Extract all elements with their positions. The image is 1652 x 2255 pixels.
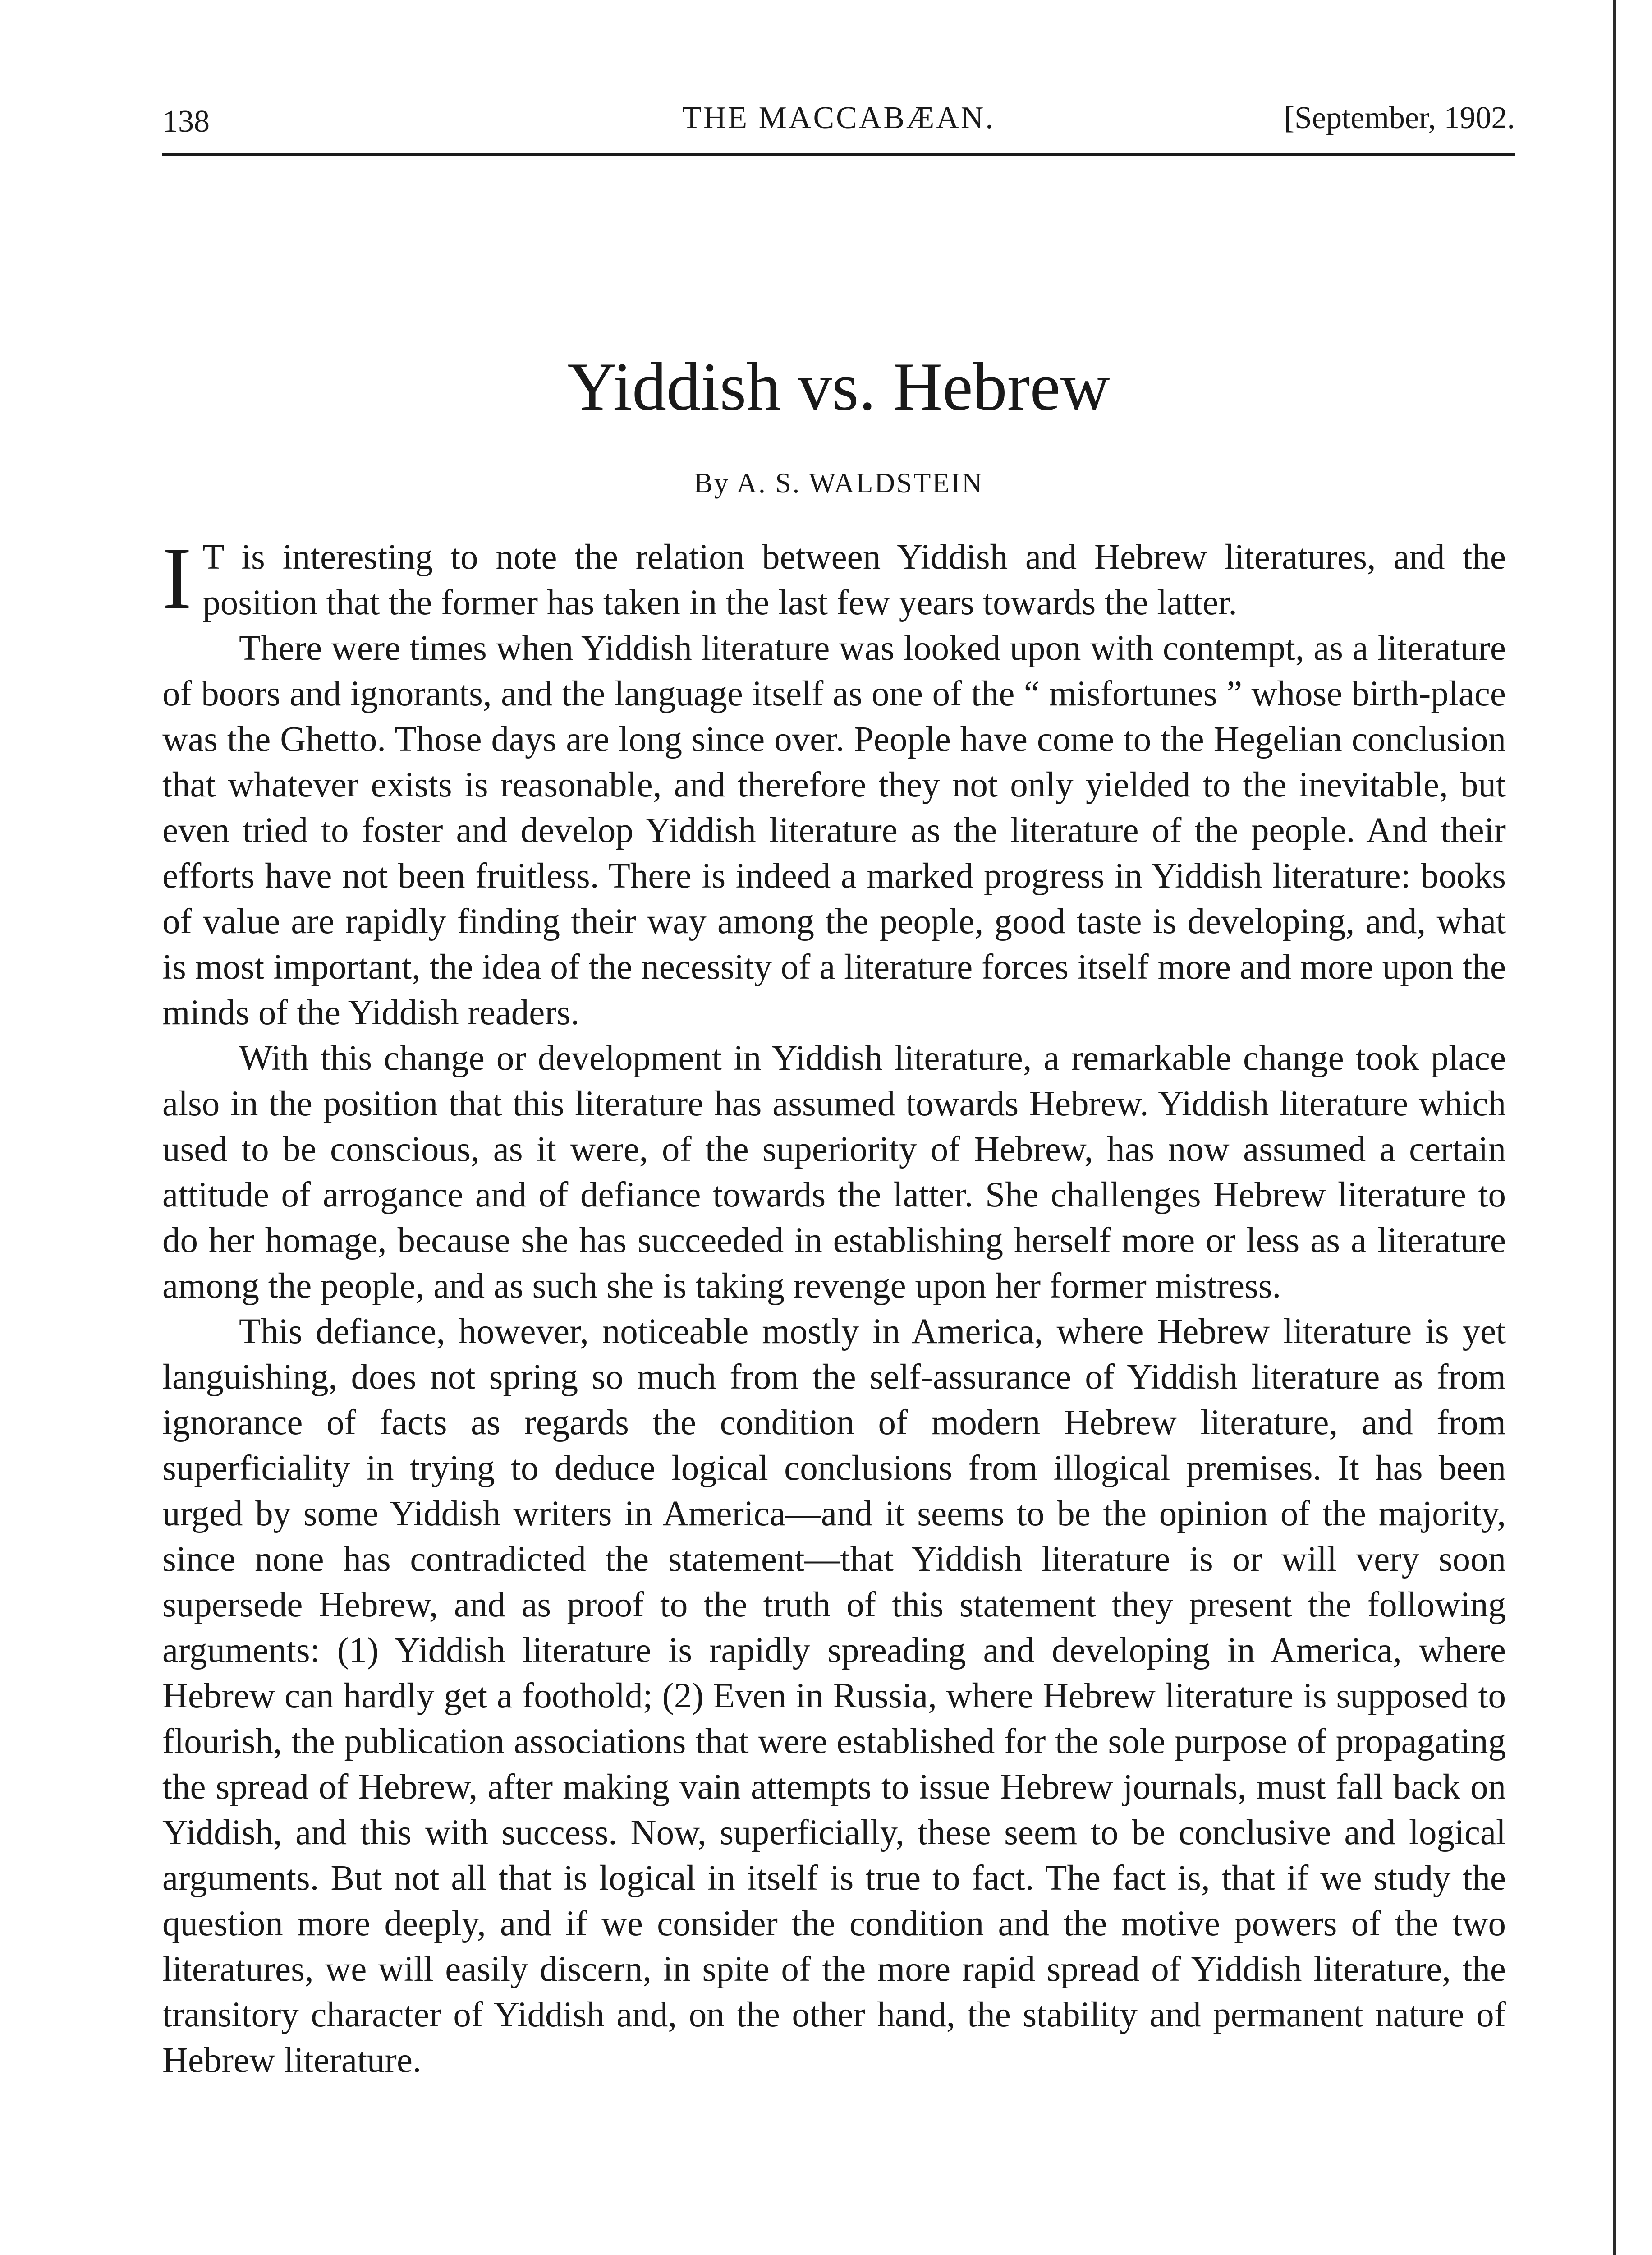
article-body: [162, 529, 1506, 2083]
running-head: [162, 90, 1515, 144]
page-edge-line: [1613, 0, 1616, 2255]
paragraph-3: With this change or development in Yiddish literature, a remarkable change took place also in the position that this literature has assumed towards Hebrew. Yiddish literature which used to be conscious, as it were, of the superiority of Hebrew, has now assumed a certain attitude of arrogance and of defiance towards the latter. She challenges Hebrew literature to do her homage, because she has succeeded in establishing herself more or less as a literature among the people, and as such she is taking revenge upon her former mistress.: [162, 1039, 1506, 1306]
byline: By A. S. WALDSTEIN: [693, 467, 984, 499]
drop-cap: I: [162, 529, 192, 627]
header-rule: [162, 153, 1515, 156]
article-title: Yiddish vs. Hebrew: [567, 349, 1110, 424]
paragraph-2: There were times when Yiddish literature was looked upon with contempt, as a literature of boors and ignorants, and the language itself as one of the “ misfortunes ” whose birth-place was the Ghetto. Those days are long since over. People have come to the Hegelian conclusion that whatever exists is reasonable, and therefore they not only yielded to the inevitable, but even tried to foster and develop Yiddish literature as the literature of the people. And their efforts have not been fruitless. There is indeed a marked progress in Yiddish literature: books of value are rapidly finding their way among the people, good taste is developing, and, what is most important, the idea of the necessity of a literature forces itself more and more upon the minds of the Yiddish readers.: [162, 629, 1506, 1032]
journal-title: THE MACCABÆAN.: [682, 101, 995, 135]
paragraph-4: This defiance, however, noticeable mostly in America, where Hebrew literature is yet languishing, does not spring so much from the self-assurance of Yiddish literature as from ignorance of facts as regards the condition of modern Hebrew literature, and from superficiality in trying to deduce logical conclusions from illogical premises. It has been urged by some Yiddish writers in America—and it seems to be the opinion of the majority, since none has contradicted the statement—that Yiddish literature is or will very soon supersede Hebrew, and as proof to the truth of this statement they present the following arguments: (1) Yiddish literature is rapidly spreading and developing in America, where Hebrew can hardly get a foothold; (2) Even in Russia, where Hebrew literature is supposed to flourish, the publication associations that were established for the sole purpose of propagating the spread of Hebrew, after making vain attempts to issue Hebrew journals, must fall back on Yiddish, and this with success. Now, superficially, these seem to be conclusive and logical arguments. But not all that is logical in itself is true to fact. The fact is, that if we study the question more deeply, and if we consider the condition and the motive powers of the two literatures, we will easily discern, in spite of the more rapid spread of Yiddish literature, the transitory character of Yiddish and, on the other hand, the stability and permanent nature of Hebrew literature.: [162, 1312, 1506, 2080]
paragraph-1: [162, 529, 1506, 627]
issue-date: [September, 1902.: [1284, 101, 1515, 135]
paragraph-1-text: T is interesting to note the relation between Yiddish and Hebrew literatures, and the position that the former has taken in the last few years towards the latter.: [202, 538, 1506, 622]
page-number: 138: [162, 104, 210, 139]
